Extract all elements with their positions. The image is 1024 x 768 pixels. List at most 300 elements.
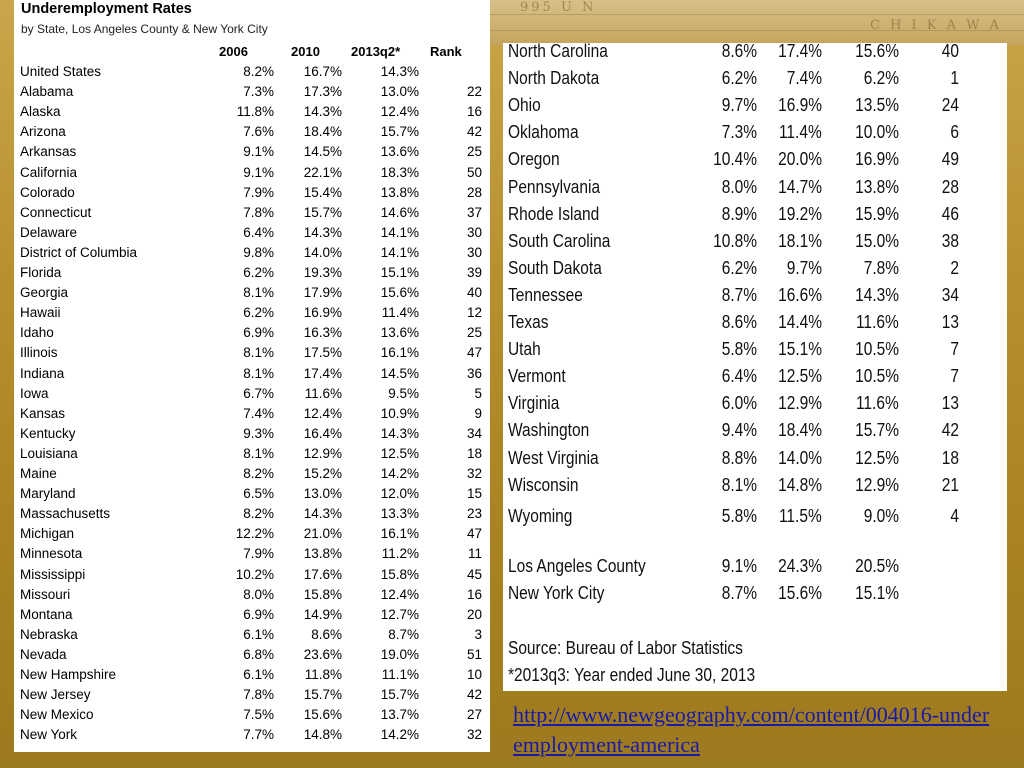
table-row	[14, 185, 490, 205]
value-2013q2: 10.9%	[380, 405, 419, 421]
state-name: Vermont	[508, 366, 566, 387]
value-2010: 16.9%	[303, 305, 342, 321]
value-2013q2: 11.2%	[381, 546, 419, 562]
state-name: Oklahoma	[508, 122, 579, 143]
table-row	[503, 506, 1007, 532]
table-row	[503, 366, 1007, 392]
value-2013q2: 14.2%	[380, 466, 419, 481]
state-name: Washington	[508, 420, 590, 441]
value-2006: 10.2%	[235, 566, 274, 582]
rank: 3	[474, 626, 482, 642]
value-2013q2: 15.6%	[855, 43, 899, 61]
rank: 34	[941, 284, 959, 305]
value-2006: 6.2%	[721, 68, 757, 89]
value-2010: 9.7%	[786, 257, 822, 278]
state-name: Utah	[508, 339, 541, 360]
value-2010: 17.6%	[303, 566, 342, 582]
value-2006: 6.1%	[243, 667, 274, 682]
source-link[interactable]: http://www.newgeography.com/content/004016-underemployment-america	[513, 702, 990, 757]
table-row	[14, 366, 490, 386]
value-2013q2: 14.1%	[380, 224, 419, 240]
value-2013q2: 12.7%	[380, 606, 419, 622]
value-2013q2: 15.1%	[380, 265, 419, 280]
rank: 45	[466, 566, 482, 582]
rank: 15	[466, 486, 482, 502]
rank: 50	[466, 164, 482, 180]
rank: 1	[950, 68, 959, 89]
left-table-panel	[14, 0, 490, 752]
table-row	[14, 325, 490, 345]
rank: 27	[466, 707, 482, 723]
col-header-2010: 2010	[291, 44, 320, 59]
value-2010: 14.8%	[778, 474, 822, 495]
rank: 6	[950, 122, 959, 143]
value-2010: 17.4%	[303, 365, 342, 381]
rank: 32	[466, 727, 482, 743]
rank: 13	[941, 393, 959, 414]
value-2013q2: 15.7%	[855, 420, 899, 441]
value-2006: 8.6%	[721, 312, 757, 332]
value-2013q2: 16.1%	[380, 526, 419, 542]
state-name: Nebraska	[20, 626, 78, 642]
value-2006: 8.7%	[721, 284, 757, 305]
state-name: Maryland	[20, 486, 76, 502]
value-2013q2: 15.7%	[380, 124, 419, 140]
table-row	[14, 345, 490, 365]
table-row	[14, 84, 490, 104]
value-2013q2: 14.3%	[380, 425, 419, 441]
value-2013q2: 15.9%	[855, 203, 899, 224]
table-row	[14, 707, 490, 727]
value-2010: 16.3%	[303, 325, 342, 341]
table-row	[503, 231, 1007, 257]
map-label: C H I K A W A	[870, 18, 1003, 33]
value-2006: 7.3%	[243, 84, 274, 100]
value-2013q2: 13.5%	[855, 95, 899, 116]
value-2010: 22.1%	[303, 164, 342, 180]
value-2010: 8.6%	[311, 626, 342, 642]
state-name: Tennessee	[508, 284, 583, 305]
value-2006: 6.4%	[721, 366, 757, 387]
state-name: Georgia	[20, 285, 69, 301]
rank: 9	[474, 405, 482, 421]
value-2006: 9.4%	[721, 420, 757, 441]
table-row	[14, 386, 490, 406]
value-2013q2: 9.0%	[863, 505, 899, 526]
rank: 42	[466, 124, 482, 140]
value-2013q2: 12.0%	[380, 486, 419, 502]
value-2006: 8.1%	[243, 345, 274, 361]
table-row	[503, 339, 1007, 365]
table-row	[14, 526, 490, 546]
value-2013q2: 7.8%	[863, 257, 899, 278]
table-row	[14, 406, 490, 426]
rank: 22	[466, 84, 482, 100]
table-row	[14, 124, 490, 144]
value-2013q2: 14.3%	[380, 64, 419, 79]
state-name: Arizona	[20, 124, 66, 140]
rank: 30	[466, 224, 482, 240]
value-2010: 14.3%	[303, 224, 342, 240]
footnote: *2013q3: Year ended June 30, 2013	[508, 665, 756, 685]
value-2013q2: 14.2%	[380, 727, 419, 743]
rank: 42	[941, 420, 959, 441]
table-row	[503, 448, 1007, 474]
value-2006: 6.1%	[243, 626, 274, 642]
state-name: New Hampshire	[20, 667, 117, 682]
value-2006: 8.1%	[243, 445, 274, 461]
value-2006: 6.5%	[243, 486, 274, 502]
rank: 18	[466, 445, 482, 461]
value-2010: 14.0%	[778, 447, 822, 468]
value-2013q2: 13.0%	[380, 84, 419, 100]
value-2010: 20.0%	[778, 149, 822, 170]
table-row	[14, 627, 490, 647]
state-name: Florida	[20, 265, 62, 280]
table-row	[503, 556, 1007, 582]
value-2006: 7.3%	[721, 122, 757, 143]
state-name: North Dakota	[508, 68, 600, 89]
rank: 32	[466, 466, 482, 481]
rank: 40	[941, 43, 959, 61]
rank: 49	[941, 149, 959, 170]
state-name: United States	[20, 64, 102, 79]
rank: 12	[466, 305, 482, 321]
right-table-panel	[503, 43, 1007, 691]
rank: 16	[466, 586, 482, 602]
table-row	[14, 506, 490, 526]
table-row	[503, 177, 1007, 203]
rank: 7	[950, 339, 959, 360]
rank: 30	[466, 244, 482, 260]
state-name: South Carolina	[508, 230, 611, 251]
table-row	[14, 245, 490, 265]
value-2010: 11.5%	[779, 505, 822, 526]
state-name: Indiana	[20, 365, 65, 381]
value-2006: 7.9%	[243, 546, 274, 562]
value-2013q2: 18.3%	[380, 164, 419, 180]
state-name: New Mexico	[20, 707, 94, 723]
value-2006: 8.2%	[243, 64, 274, 79]
value-2013q2: 14.5%	[380, 365, 419, 381]
value-2010: 19.2%	[778, 203, 822, 224]
value-2013q2: 8.7%	[388, 626, 419, 642]
table-row	[14, 727, 490, 747]
table-row	[503, 475, 1007, 501]
table-row	[503, 95, 1007, 121]
value-2010: 15.7%	[303, 687, 342, 703]
rank: 28	[941, 176, 959, 197]
source-note: Source: Bureau of Labor Statistics	[508, 638, 743, 658]
value-2006: 9.3%	[243, 425, 274, 441]
map-label: 995 U N	[520, 0, 597, 15]
value-2006: 7.8%	[243, 687, 274, 703]
state-name: Wyoming	[508, 505, 573, 526]
state-name: Maine	[20, 466, 57, 481]
value-2013q2: 10.5%	[855, 366, 899, 387]
value-2013q2: 14.3%	[855, 284, 899, 305]
value-2013q2: 13.6%	[380, 144, 419, 160]
table-row	[503, 122, 1007, 148]
state-name: Michigan	[20, 526, 75, 542]
value-2013q2: 19.0%	[380, 646, 419, 662]
rank: 28	[466, 184, 482, 200]
value-2006: 8.8%	[721, 447, 757, 468]
value-2013q2: 12.5%	[855, 447, 899, 468]
table-row	[14, 546, 490, 566]
table-row	[14, 587, 490, 607]
value-2010: 12.9%	[778, 393, 822, 414]
rank: 39	[466, 265, 482, 280]
value-2006: 6.2%	[721, 257, 757, 278]
state-name: Mississippi	[20, 566, 86, 582]
value-2010: 14.5%	[303, 144, 342, 160]
state-name: Delaware	[20, 224, 78, 240]
state-name: West Virginia	[508, 447, 599, 468]
table-row	[14, 446, 490, 466]
state-name: Pennsylvania	[508, 176, 601, 197]
value-2013q2: 15.6%	[380, 285, 419, 301]
state-name: Ohio	[508, 95, 541, 116]
state-name: Nevada	[20, 646, 67, 662]
value-2013q2: 12.4%	[380, 586, 419, 602]
state-name: Virginia	[508, 393, 560, 414]
value-2013q2: 11.4%	[381, 305, 419, 321]
value-2006: 7.5%	[243, 707, 274, 723]
value-2006: 6.2%	[243, 305, 274, 321]
state-name: Missouri	[20, 586, 71, 602]
value-2010: 15.7%	[303, 204, 342, 220]
value-2006: 8.0%	[721, 176, 757, 197]
value-2010: 17.9%	[303, 285, 342, 301]
rank: 25	[466, 144, 482, 160]
value-2006: 9.1%	[721, 556, 757, 576]
value-2010: 14.8%	[303, 727, 342, 743]
value-2010: 7.4%	[786, 68, 822, 89]
table-row	[503, 285, 1007, 311]
value-2010: 12.9%	[303, 445, 342, 461]
value-2006: 8.1%	[721, 474, 757, 495]
rank: 16	[466, 104, 482, 120]
value-2010: 17.4%	[778, 43, 822, 61]
table-row	[503, 149, 1007, 175]
value-2006: 9.1%	[243, 144, 274, 160]
value-2006: 7.7%	[243, 727, 274, 743]
table-row	[14, 466, 490, 486]
rank: 37	[466, 204, 482, 220]
value-2006: 10.4%	[713, 149, 757, 170]
value-2013q2: 13.6%	[380, 325, 419, 341]
table-row	[14, 265, 490, 285]
value-2013q2: 14.1%	[380, 244, 419, 260]
state-name: South Dakota	[508, 257, 602, 278]
value-2013q2: 12.5%	[380, 445, 419, 461]
table-row	[14, 205, 490, 225]
state-name: Connecticut	[20, 204, 92, 220]
value-2013q2: 10.0%	[855, 122, 899, 143]
state-name: Alaska	[20, 104, 61, 120]
table-row	[14, 285, 490, 305]
value-2013q2: 12.9%	[855, 474, 899, 495]
state-name: Texas	[508, 312, 549, 332]
state-name: Massachusetts	[20, 506, 111, 522]
value-2006: 6.9%	[243, 606, 274, 622]
value-2013q2: 15.0%	[855, 230, 899, 251]
state-name: Oregon	[508, 149, 560, 170]
state-name: District of Columbia	[20, 244, 138, 260]
rank: 46	[941, 203, 959, 224]
value-2013q2: 16.1%	[380, 345, 419, 361]
value-2010: 18.4%	[303, 124, 342, 140]
rank: 24	[941, 95, 959, 116]
state-name: Arkansas	[20, 144, 77, 160]
state-name: Louisiana	[20, 445, 78, 461]
table-row	[14, 667, 490, 687]
value-2013q2: 13.7%	[380, 707, 419, 723]
state-name: Colorado	[20, 184, 75, 200]
table-row	[14, 225, 490, 245]
state-name: Hawaii	[20, 305, 61, 321]
table-row	[14, 426, 490, 446]
rank: 20	[466, 606, 482, 622]
value-2010: 12.4%	[303, 405, 342, 421]
value-2010: 19.3%	[303, 265, 342, 280]
table-row	[503, 420, 1007, 446]
table-row	[503, 68, 1007, 94]
value-2006: 6.4%	[243, 224, 274, 240]
value-2010: 11.8%	[304, 667, 342, 682]
value-2010: 11.6%	[304, 385, 342, 401]
value-2010: 14.3%	[303, 104, 342, 120]
value-2013q2: 6.2%	[863, 68, 899, 89]
state-name: North Carolina	[508, 43, 608, 61]
table-row	[14, 144, 490, 164]
table-row	[14, 64, 490, 84]
table-row	[14, 647, 490, 667]
value-2010: 17.5%	[303, 345, 342, 361]
table-row	[503, 583, 1007, 609]
value-2010: 14.0%	[303, 244, 342, 260]
rank: 4	[950, 505, 959, 526]
value-2010: 14.3%	[303, 506, 342, 522]
value-2013q2: 20.5%	[855, 556, 899, 576]
value-2010: 11.4%	[779, 122, 822, 143]
state-name: New Jersey	[20, 687, 91, 703]
table-row	[14, 607, 490, 627]
value-2010: 15.1%	[778, 339, 822, 360]
value-2006: 9.8%	[243, 244, 274, 260]
value-2013q2: 11.6%	[856, 312, 899, 332]
state-name: Wisconsin	[508, 474, 579, 495]
value-2006: 8.9%	[721, 203, 757, 224]
value-2010: 16.7%	[303, 64, 342, 79]
value-2006: 6.9%	[243, 325, 274, 341]
state-name: Montana	[20, 606, 73, 622]
value-2006: 8.1%	[243, 365, 274, 381]
value-2010: 13.8%	[303, 546, 342, 562]
value-2006: 7.9%	[243, 184, 274, 200]
rank: 18	[941, 447, 959, 468]
table-row	[503, 312, 1007, 338]
value-2006: 11.8%	[236, 104, 274, 120]
value-2010: 18.1%	[778, 230, 822, 251]
value-2006: 6.8%	[243, 646, 274, 662]
value-2010: 15.2%	[303, 466, 342, 481]
value-2006: 8.2%	[243, 506, 274, 522]
rank: 5	[474, 385, 482, 401]
value-2006: 8.2%	[243, 466, 274, 481]
rank: 11	[467, 546, 482, 562]
value-2010: 12.5%	[778, 366, 822, 387]
state-name: New York	[20, 727, 78, 743]
value-2010: 18.4%	[778, 420, 822, 441]
state-name: Idaho	[20, 325, 54, 341]
table-row	[14, 486, 490, 506]
value-2006: 8.6%	[721, 43, 757, 61]
value-2006: 10.8%	[713, 230, 757, 251]
rank: 47	[466, 345, 482, 361]
table-row	[503, 43, 1007, 67]
value-2010: 24.3%	[778, 556, 822, 576]
value-2013q2: 16.9%	[855, 149, 899, 170]
value-2006: 8.0%	[243, 586, 274, 602]
table-subtitle: by State, Los Angeles County & New York City	[21, 22, 268, 36]
value-2013q2: 13.3%	[380, 506, 419, 522]
table-row	[503, 204, 1007, 230]
value-2013q2: 15.8%	[380, 566, 419, 582]
state-name: Illinois	[20, 345, 58, 361]
value-2013q2: 13.8%	[380, 184, 419, 200]
value-2010: 16.9%	[778, 95, 822, 116]
value-2013q2: 10.5%	[855, 339, 899, 360]
rank: 51	[466, 646, 482, 662]
state-name: California	[20, 164, 78, 180]
rank: 23	[466, 506, 482, 522]
background-map-texture	[490, 0, 1024, 45]
rank: 34	[466, 425, 482, 441]
value-2010: 16.6%	[778, 284, 822, 305]
value-2006: 6.2%	[243, 265, 274, 280]
rank: 36	[466, 365, 482, 381]
rank: 21	[941, 474, 959, 495]
value-2013q2: 11.6%	[856, 393, 899, 414]
value-2010: 15.6%	[303, 707, 342, 723]
col-header-2006: 2006	[219, 44, 248, 59]
value-2006: 8.7%	[721, 583, 757, 603]
value-2010: 14.7%	[778, 176, 822, 197]
state-name: Alabama	[20, 84, 74, 100]
table-row	[14, 567, 490, 587]
value-2006: 7.4%	[243, 405, 274, 421]
value-2010: 15.4%	[303, 184, 342, 200]
table-row	[14, 305, 490, 325]
table-row	[14, 165, 490, 185]
rank: 42	[466, 687, 482, 703]
value-2013q2: 15.7%	[380, 687, 419, 703]
value-2010: 15.6%	[778, 583, 822, 603]
value-2006: 9.1%	[243, 164, 274, 180]
value-2006: 5.8%	[721, 339, 757, 360]
state-name: Rhode Island	[508, 203, 600, 224]
col-header-rank: Rank	[430, 44, 462, 59]
rank: 7	[950, 366, 959, 387]
state-name: Kansas	[20, 405, 66, 421]
value-2010: 14.4%	[778, 312, 822, 332]
value-2013q2: 12.4%	[380, 104, 419, 120]
value-2013q2: 11.1%	[381, 667, 419, 682]
rank: 2	[950, 257, 959, 278]
state-name: New York City	[508, 583, 605, 603]
